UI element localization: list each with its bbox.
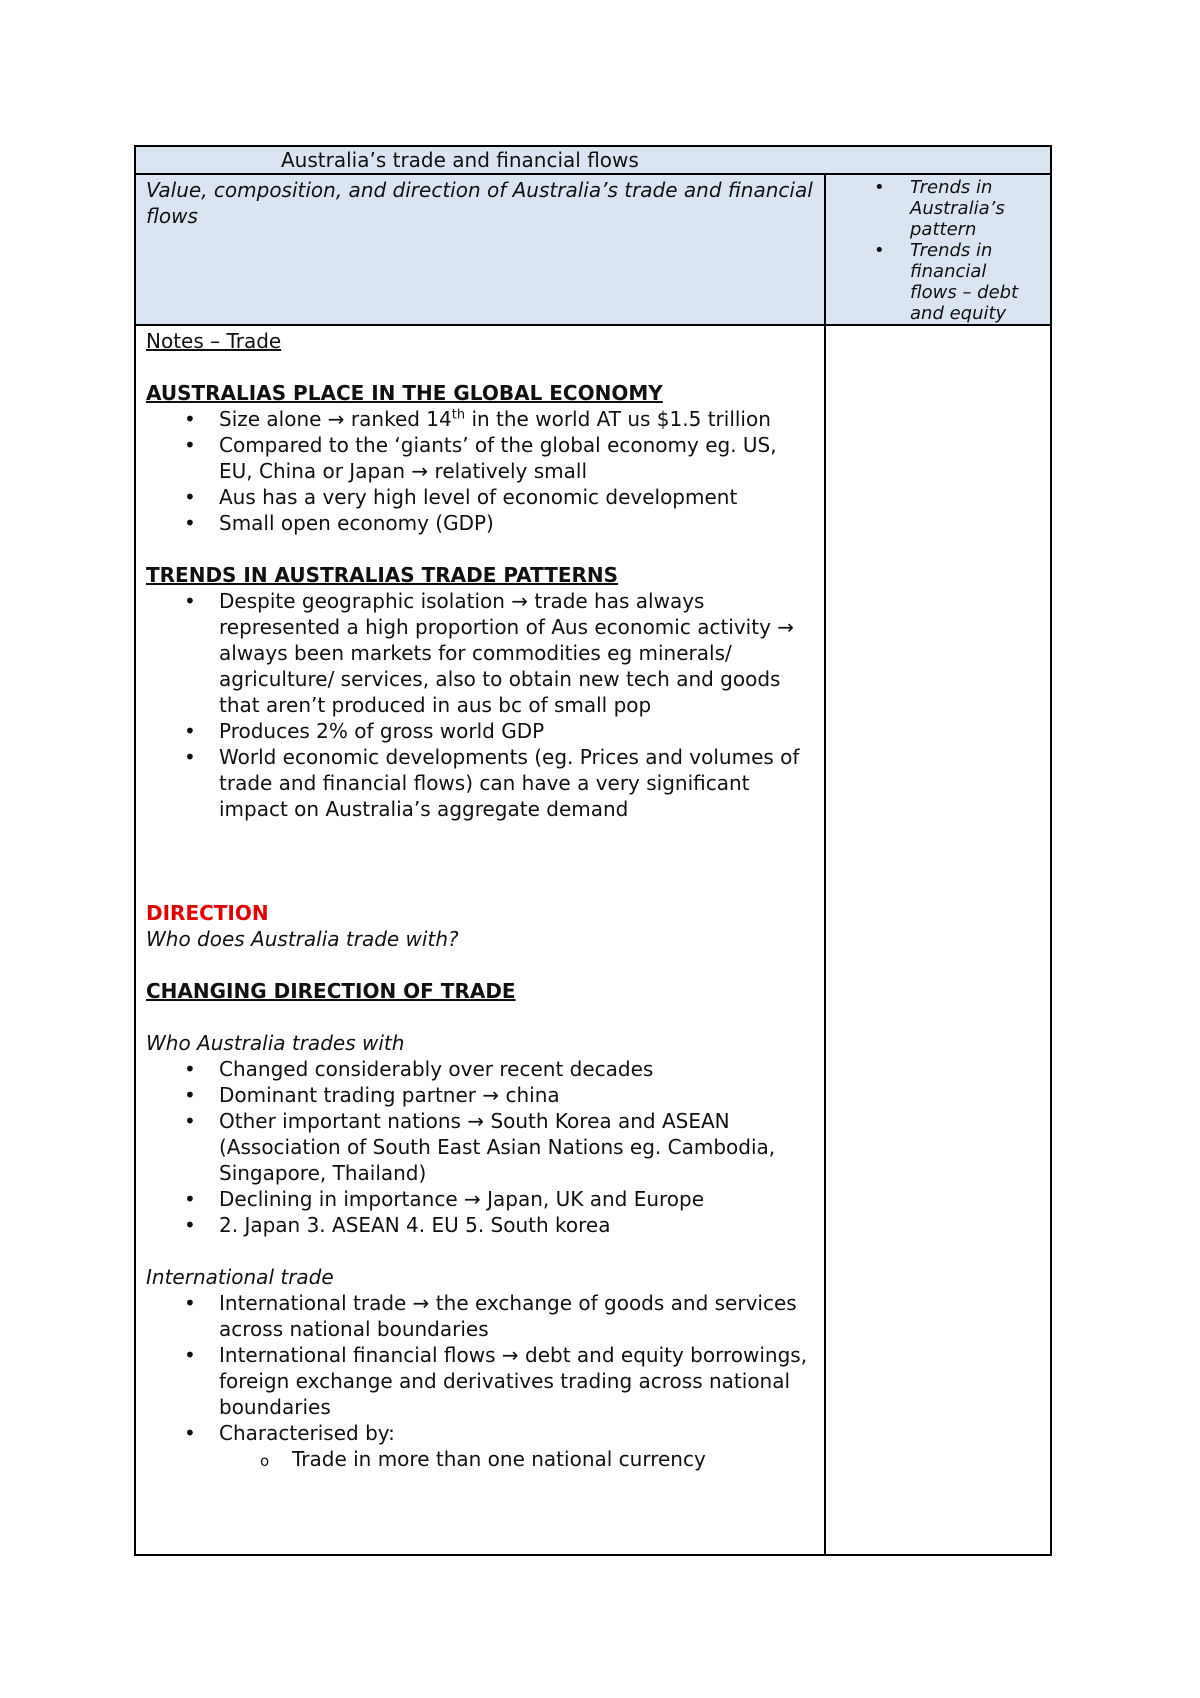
bullet-icon: • (184, 1057, 196, 1081)
side-points-cell (825, 174, 1051, 325)
margin-notes-cell (825, 325, 1051, 1555)
notes-table (134, 145, 1052, 1556)
list-item: • Small open economy (GDP) (184, 511, 494, 535)
section-heading-global-economy: AUSTRALIAS PLACE IN THE GLOBAL ECONOMY (146, 381, 663, 405)
direction-heading: DIRECTION (146, 901, 269, 925)
bullet-icon: • (184, 589, 196, 613)
list-item: • Size alone → ranked 14th in the world AT us $1.5 trillion (184, 407, 771, 431)
list-item: • World economic developments (eg. Prices and volumes of trade and financial flows) can have a very significant impact on Australia’s aggregate demand (184, 745, 800, 821)
list-item: • Changed considerably over recent decades (184, 1057, 654, 1081)
list-item: • Produces 2% of gross world GDP (184, 719, 545, 743)
direction-list (146, 1056, 814, 1238)
side-point: • Trends in financial flows – debt and equity (874, 240, 1019, 324)
direction-question: Who does Australia trade with? (146, 927, 459, 951)
bullet-icon: • (184, 511, 196, 535)
sub-list-item: o Trade in more than one national currency (219, 1446, 814, 1472)
bullet-icon: • (184, 1343, 196, 1367)
table-title: Australia’s trade and financial flows (281, 148, 639, 172)
notes-cell (135, 325, 825, 1555)
bullet-icon: • (184, 745, 196, 769)
bullet-icon: • (874, 240, 885, 261)
characteristics-sublist (219, 1446, 814, 1472)
list-item: • International financial flows → debt and equity borrowings, foreign exchange and derivatives trading across national boundaries (184, 1343, 808, 1419)
side-point: • Trends in Australia’s pattern (874, 177, 1005, 240)
bullet-icon: • (184, 1421, 196, 1445)
section-heading-direction-of-trade: CHANGING DIRECTION OF TRADE (146, 979, 516, 1003)
sub-bullet-icon: o (260, 1452, 270, 1470)
global-economy-list (146, 406, 814, 536)
trade-patterns-list (146, 588, 814, 822)
notes-label: Notes – Trade (146, 329, 282, 353)
section-heading-trade-patterns: TRENDS IN AUSTRALIAS TRADE PATTERNS (146, 563, 619, 587)
bullet-icon: • (184, 407, 196, 431)
list-item: • Compared to the ‘giants’ of the global economy eg. US, EU, China or Japan → relatively small (184, 433, 777, 483)
list-item: • Other important nations → South Korea and ASEAN (Association of South East Asian Nations eg. Cambodia, Singapore, Thailand) (184, 1109, 776, 1185)
list-item: • International trade → the exchange of goods and services across national boundaries (184, 1291, 797, 1341)
list-item: • Characterised by: o Trade in more than one national currency (146, 1420, 814, 1472)
list-item: • 2. Japan 3. ASEAN 4. EU 5. South korea (184, 1213, 611, 1237)
side-points-list (826, 175, 1050, 324)
subtitle-cell (135, 174, 825, 325)
bullet-icon: • (184, 1213, 196, 1237)
bullet-icon: • (184, 1291, 196, 1315)
title-cell (135, 146, 1051, 174)
bullet-icon: • (874, 177, 885, 198)
subheading-international-trade: International trade (146, 1265, 334, 1289)
subtitle-text: Value, composition, and direction of Australia’s trade and financial flows (146, 178, 813, 228)
bullet-icon: • (184, 1083, 196, 1107)
subheading-who-trades: Who Australia trades with (146, 1031, 405, 1055)
list-item: • Aus has a very high level of economic development (184, 485, 738, 509)
bullet-icon: • (184, 1187, 196, 1211)
list-item: • Declining in importance → Japan, UK and Europe (184, 1187, 705, 1211)
bullet-icon: • (184, 1109, 196, 1133)
bullet-icon: • (184, 719, 196, 743)
bullet-icon: • (184, 485, 196, 509)
bullet-icon: • (184, 433, 196, 457)
list-item: • Despite geographic isolation → trade has always represented a high proportion of Aus economic activity → always been markets for commodities eg minerals/ agriculture/ services, also to obtain new tech and goods that aren’t produced in aus bc of small pop (184, 589, 795, 717)
international-trade-list (146, 1290, 814, 1472)
list-item: • Dominant trading partner → china (184, 1083, 560, 1107)
